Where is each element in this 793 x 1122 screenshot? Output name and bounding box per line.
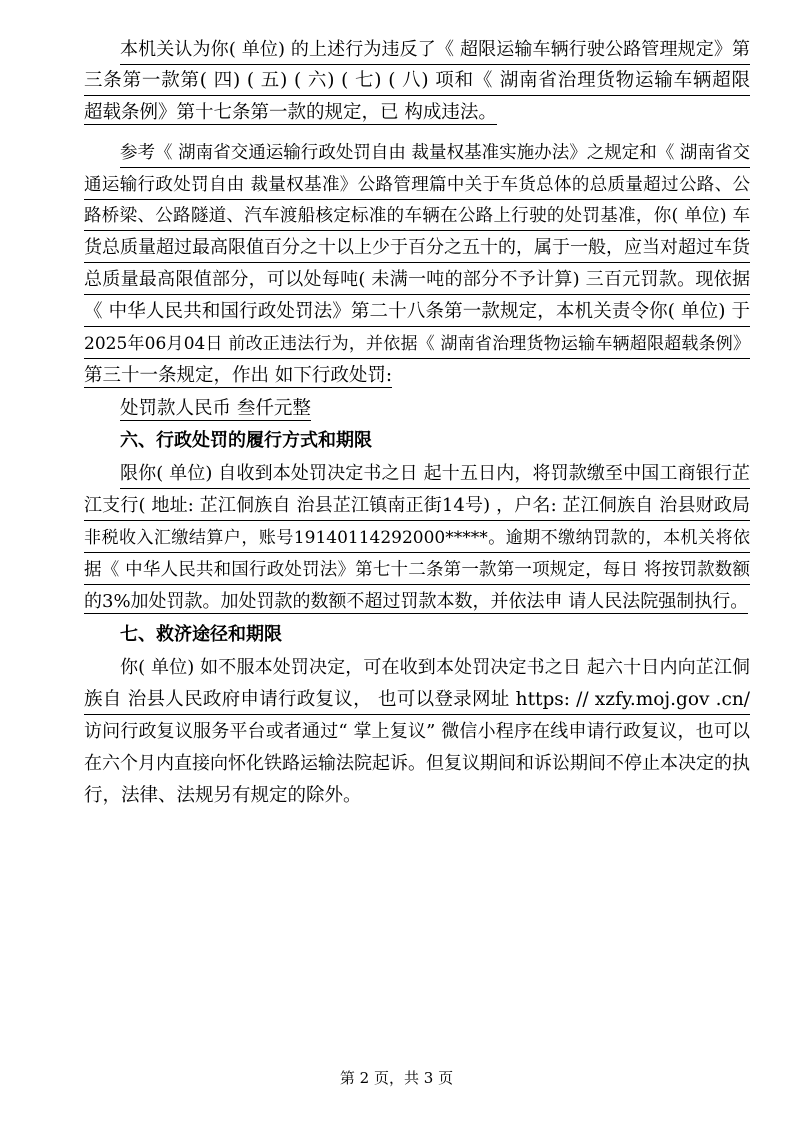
section6-line-5 (84, 589, 750, 616)
para2-line-1: 参考《 湖南省交通运输行政处罚自由 裁量权基准实施办法》之规定和《 湖南省交 (120, 140, 750, 168)
para1-line-3 (84, 100, 750, 127)
section7-line-1: 你( 单位) 如不服本处罚决定，可在收到本处罚决定书之日 起六十日内向芷江侗 (120, 657, 750, 678)
section6-line-2: 江支行( 地址: 芷江侗族自 治县芷江镇南正街14号) ，户名: 芷江侗族自 治县财政局 (84, 493, 750, 521)
penalty-amount: 处罚款人民币 叁仟元整 (120, 398, 311, 419)
section6-heading: 六、行政处罚的履行方式和期限 (120, 430, 372, 451)
page-number-footer: 第 2 页，共 3 页 (339, 1069, 454, 1087)
penalty-line (120, 396, 750, 423)
para2-line-7: 2025年06月04日 前改正违法行为，并依据《 湖南省治理货物运输车辆超限超载条例》 (84, 331, 750, 359)
section7-line-2: 族自 治县人民政府申请行政复议， 也可以登录网址 https: // xzfy.moj.gov .cn/ (84, 687, 750, 715)
section7-line-5: 行，法律、法规另有规定的除外。 (84, 785, 362, 806)
section6-line-1: 限你( 单位) 自收到本处罚决定书之日 起十五日内，将罚款缴至中国工商银行芷 (120, 461, 750, 489)
para1-line-1: 本机关认为你( 单位) 的上述行为违反了《 超限运输车辆行驶公路管理规定》第 (120, 37, 750, 65)
section7-heading: 七、救济途径和期限 (120, 624, 282, 645)
para2-line-2: 通运输行政处罚自由 裁量权基准》公路管理篇中关于车货总体的总质量超过公路、公 (84, 172, 750, 200)
section6-line-5-text: 的3%加处罚款。加处罚款的数额不超过罚款本数，并依法申 请人民法院强制执行。 (84, 591, 749, 612)
para2-line-8-text: 第三十一条规定，作出 如下行政处罚: (84, 365, 393, 386)
section7-line-4: 在六个月内直接向怀化铁路运输法院起诉。但复议期间和诉讼期间不停止本决定的执 (84, 753, 750, 774)
section6-line-4: 据《 中华人民共和国行政处罚法》第七十二条第一款第一项规定，每日 将按罚款数额 (84, 557, 750, 585)
para2-line-8 (84, 363, 750, 390)
para2-line-3: 路桥梁、公路隧道、汽车渡船核定标准的车辆在公路上行驶的处罚基准，你( 单位) 车 (84, 203, 750, 231)
section7-line-3: 访问行政复议服务平台或者通过“ 掌上复议” 微信小程序在线申请行政复议，也可以 (84, 721, 750, 742)
section6-line-3: 非税收入汇缴结算户，账号19140114292000*****。逾期不缴纳罚款的，本机关将依 (84, 525, 750, 553)
para2-line-5: 总质量最高限值部分，可以处每吨( 未满一吨的部分不予计算) 三百元罚款。现依据 (84, 267, 750, 295)
para2-line-6: 《 中华人民共和国行政处罚法》第二十八条第一款规定，本机关责令你( 单位) 于 (84, 299, 750, 327)
para2-line-4: 货总质量超过最高限值百分之十以上少于百分之五十的，属于一般，应当对超过车货 (84, 235, 750, 263)
para1-line-3-text: 超载条例》第十七条第一款的规定，已 构成违法。 (84, 102, 497, 123)
para1-line-2: 三条第一款第( 四) ( 五) ( 六) ( 七) ( 八) 项和《 湖南省治理货物运输车辆超限 (84, 68, 750, 96)
